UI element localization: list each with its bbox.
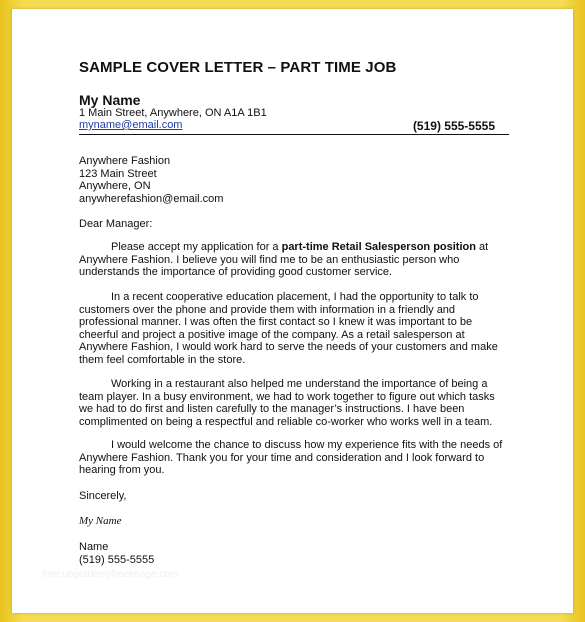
paragraph-2 bbox=[79, 291, 504, 367]
paragraph-1-lead: Please accept my application for a bbox=[111, 241, 282, 253]
sender-address: 1 Main Street, Anywhere, ON A1A 1B1 bbox=[79, 107, 267, 119]
sender-name: My Name bbox=[79, 92, 141, 108]
paragraph-1 bbox=[79, 241, 504, 279]
closing-contact-block bbox=[79, 541, 154, 566]
paragraph-3-text: Working in a restaurant also helped me understand the importance of being a team player. In a busy environment, we had to work together to figure out which tasks we had to do first and listen carefully to the manager’s instructions. I have been complimented on being a respectful and reliable co-worker who works well in a team. bbox=[79, 378, 495, 428]
recipient-address-block bbox=[79, 155, 223, 205]
signature: My Name bbox=[79, 515, 122, 527]
sender-email-link[interactable]: myname@email.com bbox=[79, 119, 183, 131]
paragraph-4-text: I would welcome the chance to discuss how my experience fits with the needs of Anywhere Fashion. Thank you for your time and consideration and I look forward to hearing from you. bbox=[79, 439, 503, 477]
paragraph-1-position: part-time Retail Salesperson position bbox=[281, 241, 476, 253]
closing: Sincerely, bbox=[79, 490, 127, 502]
recipient-email: anywherefashion@email.com bbox=[79, 192, 224, 205]
letter-page bbox=[12, 9, 573, 613]
sender-phone: (519) 555-5555 bbox=[412, 119, 495, 133]
sender-contact-row bbox=[79, 119, 509, 135]
closing-name: Name bbox=[79, 541, 109, 553]
paragraph-1-rest: at Anywhere Fashion. I believe you will find me to be an enthusiastic person who understands the importance of providing good customer service. bbox=[79, 241, 489, 279]
watermark: free.upgrademyfreeimage.com bbox=[42, 569, 179, 580]
paragraph-3 bbox=[79, 378, 504, 428]
document-title: SAMPLE COVER LETTER – PART TIME JOB bbox=[79, 59, 397, 76]
paragraph-2-text: In a recent cooperative education placement, I had the opportunity to talk to customers over the phone and provide them with information in a friendly and professional manner. I was often the first contact so I knew it was important to be cheerful and project a positive image of the company. As a retail salesperson at Anywhere Fashion, I would work hard to serve the needs of your customers and make them feel comfortable in the store. bbox=[79, 291, 498, 366]
paragraph-4 bbox=[79, 439, 504, 477]
closing-phone: (519) 555-5555 bbox=[79, 553, 155, 566]
recipient-company: Anywhere Fashion bbox=[79, 155, 171, 167]
recipient-city: Anywhere, ON bbox=[79, 180, 151, 192]
recipient-street: 123 Main Street bbox=[79, 167, 157, 180]
salutation: Dear Manager: bbox=[79, 218, 153, 230]
